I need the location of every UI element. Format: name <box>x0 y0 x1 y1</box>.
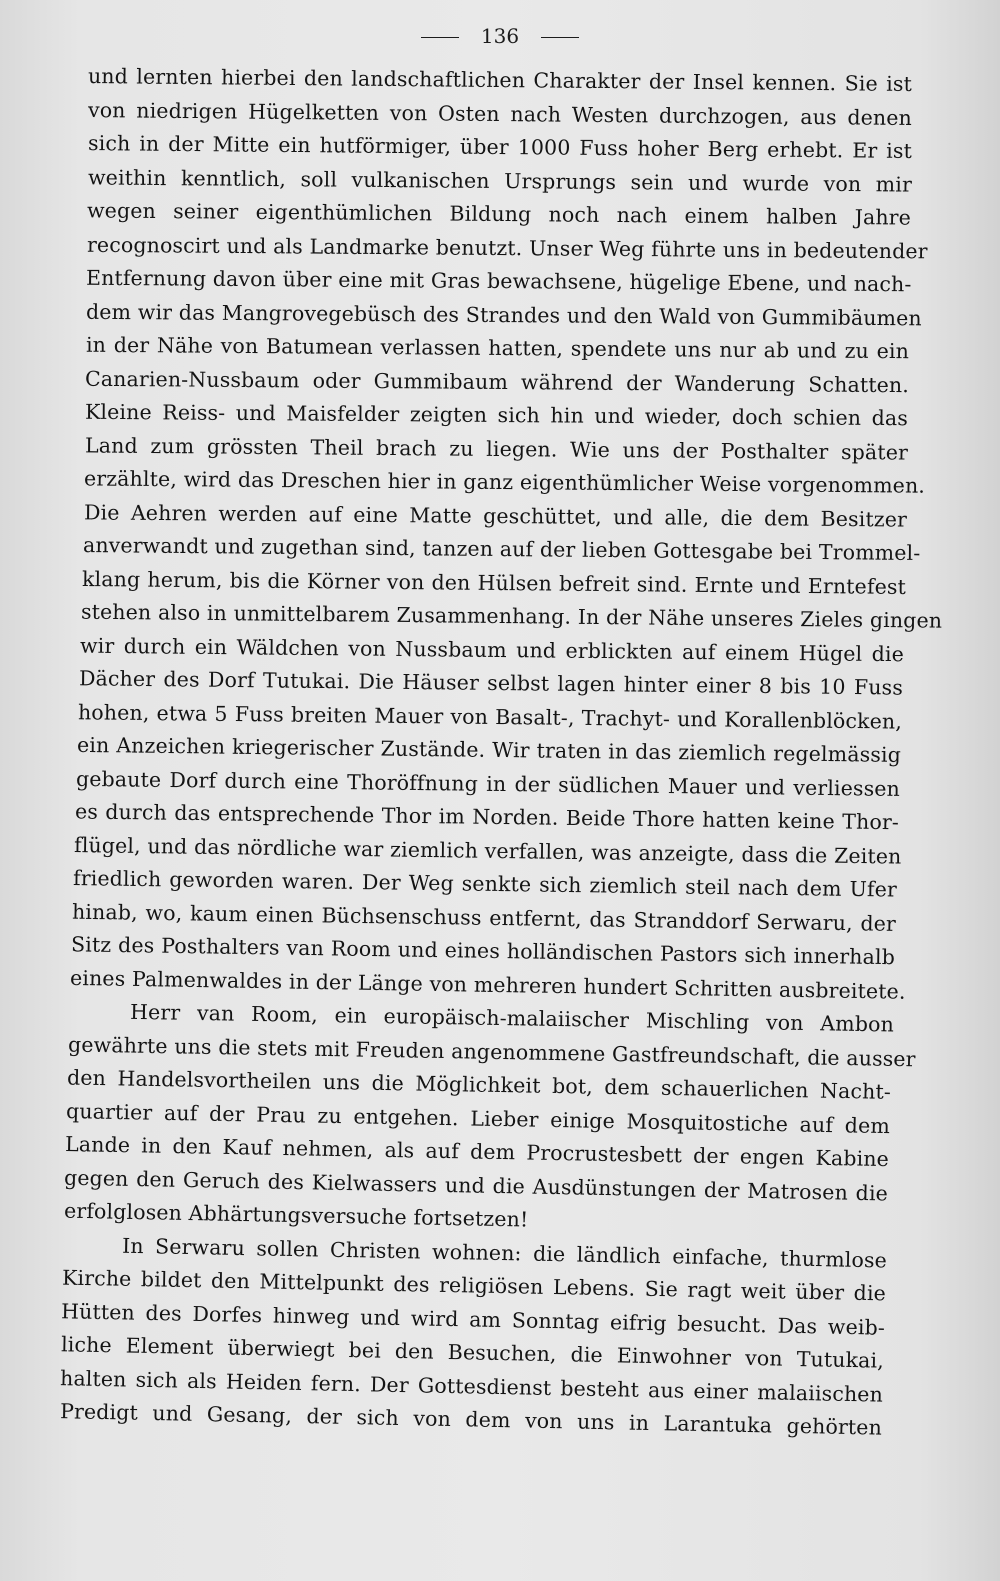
text-line: gebaute Dorf durch eine Thoröffnung in der südlichen Mauer und verliessen <box>75 766 901 801</box>
header-dash-left <box>421 37 459 38</box>
text-line: erzählte, wird das Dreschen hier in ganz eigenthümlicher Weise vorgenommen. <box>83 466 926 498</box>
text-line: Canarien-Nussbaum oder Gummibaum während der Wanderung Schatten. <box>84 366 910 397</box>
page-number: 136 <box>480 24 520 48</box>
text-line: weithin kenntlich, soll vulkanischen Ursprungs sein und wurde von mir <box>87 164 913 197</box>
text-line: es durch das entsprechende Thor im Norden. Beide Thore hatten keine Thor- <box>74 799 900 835</box>
paragraph-start-line: In Serwaru sollen Christen wohnen: die ländlich einfache, thurmlose <box>121 1233 888 1272</box>
text-line: in der Nähe von Batumean verlassen hatten, spendete uns nur ab und zu ein <box>85 332 910 364</box>
text-line: wir durch ein Wäldchen von Nussbaum und erblickten auf einem Hügel die <box>79 633 905 666</box>
text-line: eines Palmenwaldes in der Länge von mehreren hundert Schritten ausbreitete. <box>69 965 906 1004</box>
text-line: ein Anzeichen kriegerischer Zustände. Wir traten in das ziemlich regelmässig <box>76 732 902 767</box>
text-line: Sitz des Posthalters van Room und eines holländischen Pastors sich innerhalb <box>70 932 896 970</box>
text-line: gewährte uns die stets mit Freuden angenommene Gastfreundschaft, die ausser <box>67 1031 916 1071</box>
body-text <box>0 64 1000 1438</box>
text-line: flügel, und das nördliche war ziemlich verfallen, was anzeigte, dass die Zeiten <box>73 832 902 869</box>
text-line: anverwandt und zugethan sind, tanzen auf der lieben Gottesgabe bei Trommel- <box>82 532 921 566</box>
paragraph-end-line: erfolglosen Abhärtungsversuche fortsetzen! <box>63 1198 529 1232</box>
text-line: Kleine Reiss- und Maisfelder zeigten sich hin und wieder, doch schien das <box>84 399 909 431</box>
text-line: stehen also in unmittelbarem Zusammenhang. In der Nähe unseres Zieles gingen <box>80 599 943 633</box>
text-line: den Handelsvortheilen uns die Möglichkeit bot, dem schauerlichen Nacht- <box>66 1065 892 1104</box>
text-line: und lernten hierbei den landschaftlichen Charakter der Insel kennen. Sie ist <box>87 64 913 96</box>
text-line: Land zum grössten Theil brach zu liegen. Wie uns der Posthalter später <box>84 432 909 465</box>
text-line: recognoscirt und als Landmarke benutzt. Unser Weg führte uns in bedeutender <box>86 232 928 263</box>
text-line: Predigt und Gesang, der sich von dem von uns in Larantuka gehörten <box>59 1399 883 1440</box>
text-line: halten sich als Heiden fern. Der Gottesdienst besteht aus einer malaiischen <box>59 1365 884 1407</box>
text-line: klang herum, bis die Körner von den Hülsen befreit sind. Ernte und Erntefest <box>81 566 907 599</box>
text-line: hohen, etwa 5 Fuss breiten Mauer von Basalt-, Trachyt- und Korallenblöcken, <box>77 699 903 734</box>
text-line: Entfernung davon über eine mit Gras bewachsene, hügelige Ebene, und nach- <box>85 265 912 297</box>
paragraph-start-line: Herr van Room, ein europäisch-malaiischer Mischling von Ambon <box>129 999 895 1037</box>
text-line: wegen seiner eigenthümlichen Bildung noch nach einem halben Jahre <box>86 198 912 230</box>
text-line: liche Element überwiegt bei den Besuchen, die Einwohner von Tutukai, <box>60 1332 885 1373</box>
text-line: von niedrigen Hügelketten von Osten nach Westen durchzogen, aus denen <box>87 97 913 130</box>
text-line: Lande in den Kauf nehmen, als auf dem Procrustesbett der engen Kabine <box>64 1132 890 1172</box>
text-line: friedlich geworden waren. Der Weg senkte sich ziemlich steil nach dem Ufer <box>72 866 898 902</box>
text-line: Kirche bildet den Mittelpunkt des religiösen Lebens. Sie ragt weit über die <box>61 1265 887 1306</box>
text-line: Dächer des Dorf Tutukai. Die Häuser selbst lagen hinter einer 8 bis 10 Fuss <box>78 666 904 700</box>
text-line: hinab, wo, kaum einen Büchsenschuss entfernt, das Stranddorf Serwaru, der <box>71 899 897 936</box>
text-line: gegen den Geruch des Kielwassers und die Ausdünstungen der Matrosen die <box>63 1165 889 1205</box>
text-line: Die Aehren werden auf eine Matte geschüttet, und alle, die dem Besitzer <box>83 499 908 532</box>
text-line: dem wir das Mangrovegebüsch des Strandes und den Wald von Gummibäumen <box>85 299 922 330</box>
text-line: sich in der Mitte ein hutförmiger, über 1000 Fuss hoher Berg erhebt. Er ist <box>87 131 913 163</box>
text-line: quartier auf der Prau zu entgehen. Lieber einige Mosquitostiche auf dem <box>65 1098 891 1138</box>
page-header <box>0 24 1000 48</box>
header-dash-right <box>541 37 579 38</box>
text-line: Hütten des Dorfes hinweg und wird am Sonntag eifrig besucht. Das weib- <box>60 1298 886 1340</box>
